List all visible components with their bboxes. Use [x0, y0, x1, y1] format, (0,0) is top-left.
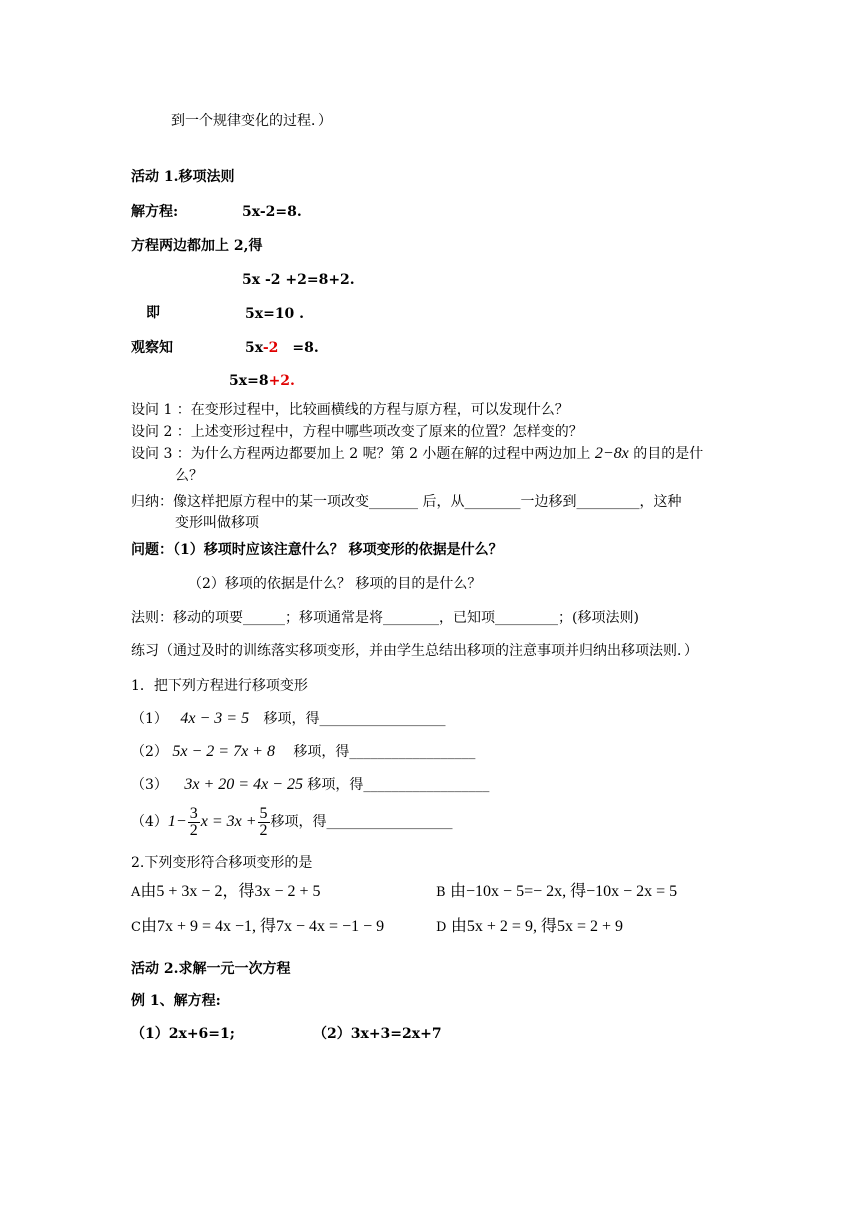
item-suffix: 移项，得__________________ [293, 744, 476, 760]
solve-equation: 5x-2=8. [242, 204, 302, 220]
item-suffix: 移项，得__________________ [307, 777, 490, 793]
option-letter: C [131, 920, 141, 935]
question-2: 设问 2 ：上述变形过程中，方程中哪些项改变了原来的位置？怎样变的？ [131, 424, 583, 440]
practice-item-3 [131, 776, 489, 794]
practice-task1: 1．把下列方程进行移项变形 [131, 678, 308, 694]
option-text: 由5 + 3x − 2，得3x − 2 + 5 [140, 883, 321, 900]
option-text: 由5x + 2 = 9, 得5x = 2 + 9 [450, 918, 623, 935]
activity2-title: 活动 2.求解一元一次方程 [131, 961, 291, 977]
option-a [131, 883, 321, 902]
item-number: （2） [131, 744, 168, 760]
practice-intro: 练习（通过及时的训练落实移项变形，并由学生总结出移项的注意事项并归纳出移项法则．） [131, 643, 698, 659]
problem-title: 问题：（1）移项时应该注意什么？ 移项变形的依据是什么？ [131, 542, 503, 558]
example-1-label: 例 1、解方程: [131, 993, 221, 1009]
question-1: 设问 1 ：在变形过程中，比较画横线的方程与原方程，可以发现什么？ [131, 402, 569, 418]
item-equation: 4x − 3 = 5 [180, 710, 250, 727]
observe-eq2-highlight: +2. [268, 373, 295, 389]
item-equation-mid: x = 3x + [200, 813, 257, 830]
item-equation: 3x + 20 = 4x − 25 [184, 776, 303, 793]
intro-text: 到一个规律变化的过程．） [171, 113, 332, 129]
item-number: （3） [131, 777, 168, 793]
practice-item-1 [131, 710, 446, 728]
option-letter: A [131, 885, 141, 900]
question-3-cont: 么？ [175, 468, 203, 484]
practice-item-4 [131, 804, 453, 840]
item-number: （4） [131, 814, 168, 830]
example-problem-1: （1）2x+6=1; [131, 1026, 235, 1042]
example-problem-2: （2）3x+3=2x+7 [313, 1026, 442, 1042]
option-text: 由7x + 9 = 4x −1, 得7x − 4x = −1 − 9 [140, 918, 385, 935]
question-3-expression: 2−8x [594, 445, 629, 462]
practice-task2: 2.下列变形符合移项变形的是 [131, 855, 313, 871]
add-both-sides-text: 方程两边都加上 2,得 [131, 238, 263, 254]
practice-item-2 [131, 743, 475, 761]
fraction-three-halves: $\frac{3}{2}$ [189, 804, 198, 839]
summary-line-2: 变形叫做移项 [175, 515, 259, 531]
item-equation-start: 1− [167, 813, 187, 830]
item-equation: 5x − 2 = 7x + 8 [172, 743, 275, 760]
question-3 [131, 445, 703, 463]
summary-line-1: 归纳：像这样把原方程中的某一项改变_______ 后，从________一边移到_________，这种 [131, 494, 682, 510]
item-suffix: 移项，得__________________ [270, 814, 453, 830]
fraction-five-halves: $\frac{5}{2}$ [259, 804, 268, 839]
step1-equation: 5x -2 +2=8+2. [242, 272, 355, 288]
ji-label: 即 [146, 305, 160, 321]
option-letter: D [436, 920, 447, 935]
observe-label: 观察知 [131, 340, 173, 356]
question-3-text: 设问 3 ：为什么方程两边都要加上 2 呢？第 2 小题在解的过程中两边加上 [131, 446, 591, 462]
observe-eq-highlight: -2 [262, 340, 279, 356]
option-text: 由−10x − 5=− 2x, 得−10x − 2x = 5 [450, 883, 678, 900]
observe-eq-part1: 5x [245, 340, 263, 356]
option-d [436, 918, 623, 937]
observe-eq-part2: =8. [292, 340, 319, 356]
option-letter: B [436, 885, 446, 900]
observe-eq2-part1: 5x=8 [229, 373, 269, 389]
option-c [131, 918, 384, 937]
step2-equation: 5x=10 . [245, 306, 305, 322]
observe-equation [245, 339, 319, 357]
rule-text: 法则：移动的项要______；移项通常是将________，已知项_________；(移项法则) [131, 610, 639, 626]
activity1-title: 活动 1.移项法则 [131, 169, 235, 185]
observe-equation-2 [229, 372, 295, 390]
question-3-text-end: 的目的是什 [633, 446, 704, 462]
problem-sub2: （2）移项的依据是什么？ 移项的目的是什么？ [188, 576, 482, 592]
item-number: （1） [131, 711, 168, 727]
option-b [436, 883, 677, 902]
item-suffix: 移项，得__________________ [263, 711, 446, 727]
solve-label: 解方程: [131, 204, 179, 220]
